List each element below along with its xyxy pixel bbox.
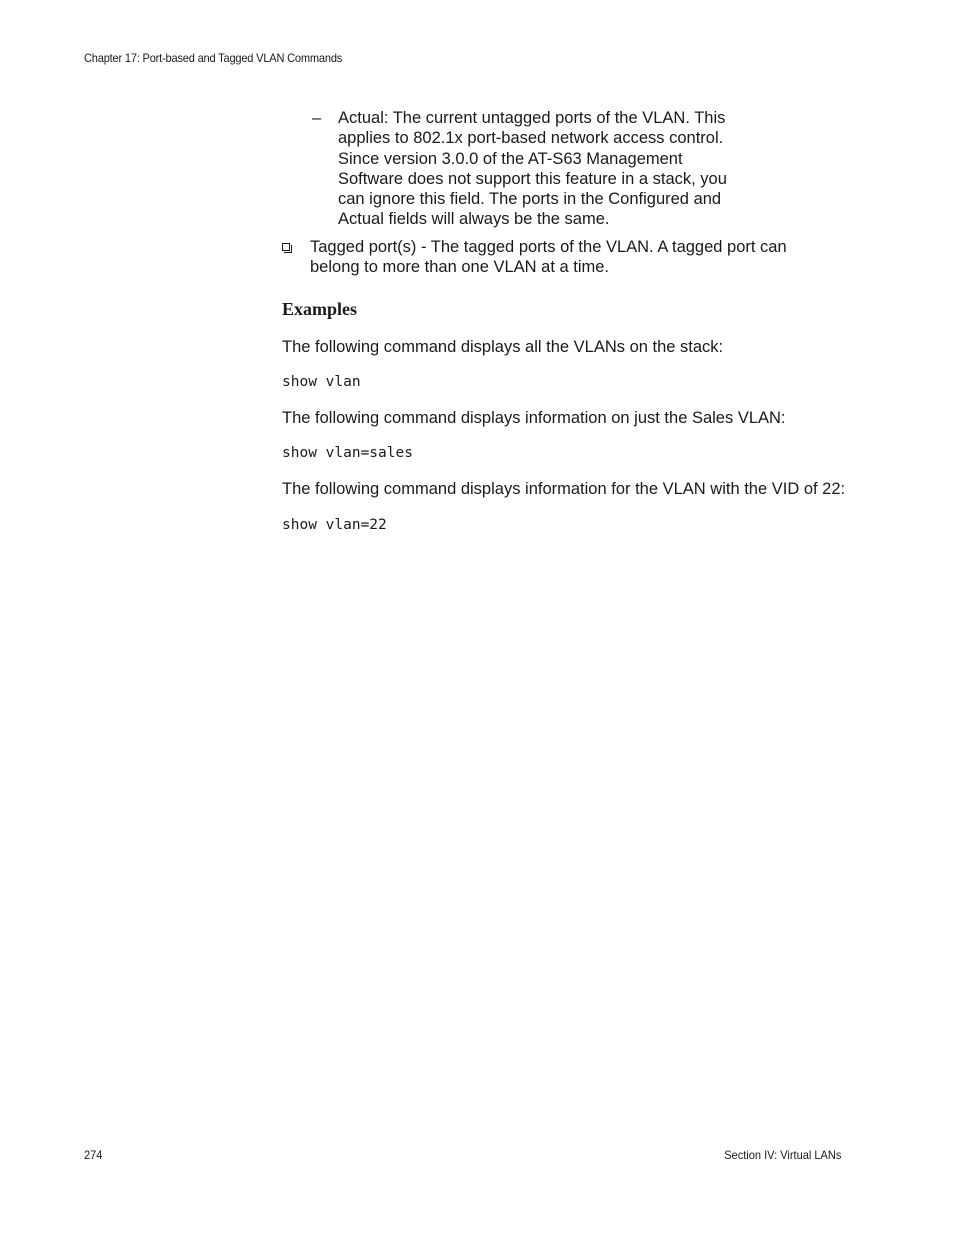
example-command-1: show vlan — [282, 373, 361, 390]
example-description-1: The following command displays all the VLANs on the stack: — [282, 337, 724, 356]
page-content — [282, 108, 852, 534]
section-footer: Section IV: Virtual LANs — [723, 1148, 841, 1162]
sub-list-item-text: Actual: The current untagged ports of the VLAN. This applies to 802.1x port-based network access control. Since version 3.0.0 of the AT-S63 Management Software does not support this feature in a stack, you can ignore this field. The ports in the Configured and Actual fields will always be the same. — [338, 109, 727, 229]
example-command-2: show vlan=sales — [282, 445, 413, 462]
examples-heading: Examples — [282, 299, 358, 320]
example-description-2: The following command displays information on just the Sales VLAN: — [282, 408, 786, 427]
checkbox-bullet-icon — [282, 243, 290, 251]
page-number: 274 — [84, 1148, 103, 1162]
example-command-3: show vlan=22 — [282, 516, 387, 533]
running-header: Chapter 17: Port-based and Tagged VLAN Commands — [84, 51, 343, 65]
bullet-item-text: Tagged port(s) - The tagged ports of the VLAN. A tagged port can belong to more than one VLAN at a time. — [310, 237, 787, 277]
example-description-3: The following command displays information for the VLAN with the VID of 22: — [282, 480, 846, 499]
sub-list-item-actual — [282, 108, 748, 230]
bullet-item-tagged-ports — [282, 237, 840, 278]
dash-marker: – — [312, 109, 322, 127]
